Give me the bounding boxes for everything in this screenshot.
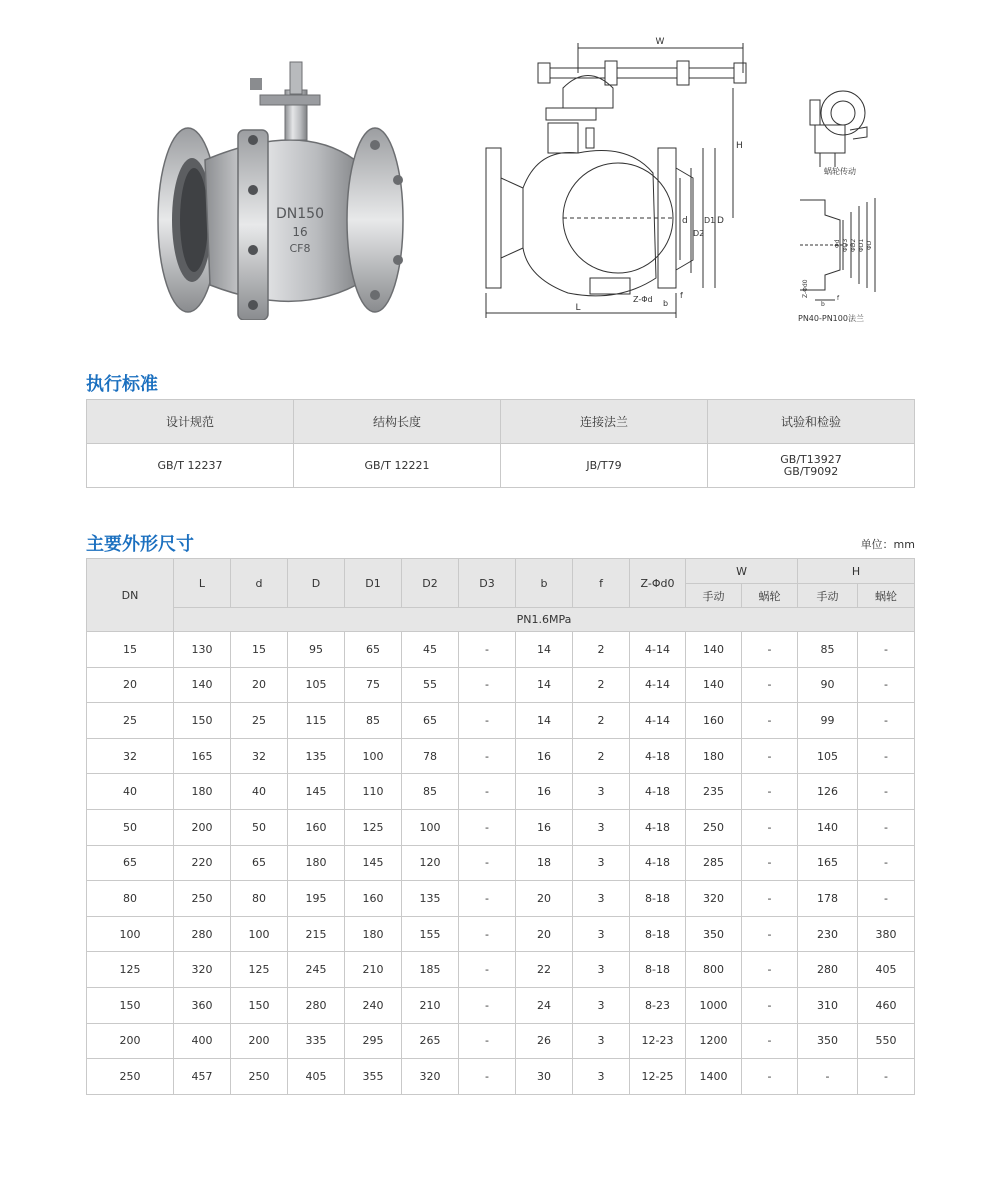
cell-w-worm: - [742,987,798,1023]
cell-d3: - [459,809,516,845]
cell-f: 3 [573,952,630,988]
cell-b: 20 [516,916,573,952]
cell-d: 15 [231,632,288,668]
cell-l: 140 [174,667,231,703]
cell-w-worm: - [742,738,798,774]
cell-z: 4-14 [630,632,686,668]
cell-d2: 120 [402,845,459,881]
cell-d2: 65 [402,703,459,739]
cell-h-worm: 405 [858,952,915,988]
cell-w-worm: - [742,1023,798,1059]
cell-big-d: 405 [288,1059,345,1095]
cell-h-manual: 178 [798,881,858,917]
cell-d3: - [459,1059,516,1095]
cell-b: 14 [516,632,573,668]
cell-h-worm: - [858,703,915,739]
cell-h-worm: - [858,845,915,881]
dimensions-body [87,632,915,1095]
worm-gear-drawing [795,75,885,180]
header-design-code: 设计规范 [87,400,294,444]
header-testing: 试验和检验 [708,400,915,444]
dim-label-d: d [682,216,688,226]
cell-d: 20 [231,667,288,703]
flange-label-d: Φd [834,239,841,248]
table-row [87,845,915,881]
cell-h-worm: - [858,738,915,774]
cell-h-worm: 380 [858,916,915,952]
cell-l: 220 [174,845,231,881]
header-h-manual: 手动 [798,584,858,608]
cell-w-manual: 1200 [686,1023,742,1059]
cell-z: 8-18 [630,952,686,988]
header-b: b [516,559,573,608]
cell-l: 165 [174,738,231,774]
table-row [87,881,915,917]
cell-l: 280 [174,916,231,952]
table-row [87,916,915,952]
cell-d1: 145 [345,845,402,881]
cell-dn: 100 [87,916,174,952]
cell-b: 16 [516,738,573,774]
cell-d: 32 [231,738,288,774]
cell-d: 100 [231,916,288,952]
cell-big-d: 115 [288,703,345,739]
cell-z: 4-18 [630,809,686,845]
cell-w-worm: - [742,774,798,810]
flange-label-d1: ΦD1 [858,238,865,252]
cell-f: 2 [573,703,630,739]
cell-d: 250 [231,1059,288,1095]
cell-dn: 20 [87,667,174,703]
cell-d1: 110 [345,774,402,810]
cell-d3: - [459,774,516,810]
cell-z: 8-18 [630,881,686,917]
cell-w-worm: - [742,1059,798,1095]
cell-l: 180 [174,774,231,810]
flange-label-d3: ΦD3 [842,238,849,252]
cell-z: 12-23 [630,1023,686,1059]
cell-big-d: 335 [288,1023,345,1059]
cell-l: 250 [174,881,231,917]
header-big-d: D [288,559,345,608]
cell-h-manual: 280 [798,952,858,988]
cell-dn: 15 [87,632,174,668]
cell-l: 200 [174,809,231,845]
cell-h-manual: 126 [798,774,858,810]
cell-b: 22 [516,952,573,988]
dim-label-d1: D1 [704,216,716,225]
table-row [87,632,915,668]
cell-d2: 155 [402,916,459,952]
cell-d: 25 [231,703,288,739]
cell-dn: 200 [87,1023,174,1059]
value-connection-flange: JB/T79 [501,444,708,488]
cell-w-worm: - [742,632,798,668]
dimensions-header-row-1 [87,559,915,584]
cell-d3: - [459,987,516,1023]
photo-marking-size: DN150 [276,206,324,222]
cell-w-manual: 320 [686,881,742,917]
cell-w-manual: 160 [686,703,742,739]
cell-d3: - [459,881,516,917]
cell-b: 16 [516,809,573,845]
cell-d2: 135 [402,881,459,917]
cell-dn: 25 [87,703,174,739]
cell-w-worm: - [742,703,798,739]
cell-big-d: 145 [288,774,345,810]
cell-h-manual: 105 [798,738,858,774]
cell-b: 18 [516,845,573,881]
cell-l: 400 [174,1023,231,1059]
cell-l: 320 [174,952,231,988]
cell-f: 3 [573,809,630,845]
cell-w-worm: - [742,952,798,988]
cell-b: 14 [516,667,573,703]
cell-d3: - [459,1023,516,1059]
cell-d1: 180 [345,916,402,952]
cell-b: 14 [516,703,573,739]
header-structure-length: 结构长度 [294,400,501,444]
cell-l: 130 [174,632,231,668]
header-w: W [686,559,798,584]
cell-d3: - [459,952,516,988]
header-dn: DN [87,559,174,632]
cell-big-d: 280 [288,987,345,1023]
header-d2: D2 [402,559,459,608]
cell-d2: 185 [402,952,459,988]
cell-d3: - [459,916,516,952]
header-d: d [231,559,288,608]
cell-d1: 125 [345,809,402,845]
cell-f: 2 [573,738,630,774]
cell-w-worm: - [742,845,798,881]
dim-label-big-d: D [717,216,724,226]
dim-label-z: Z-Φd [633,295,653,304]
dimensions-title: 主要外形尺寸 [86,534,194,555]
cell-w-manual: 800 [686,952,742,988]
cell-h-worm: 460 [858,987,915,1023]
cell-h-manual: 310 [798,987,858,1023]
dimensions-table [86,558,915,1095]
table-row [87,1059,915,1095]
cell-d1: 75 [345,667,402,703]
cell-z: 4-14 [630,703,686,739]
cell-d2: 265 [402,1023,459,1059]
valve-section-drawing [478,28,778,328]
cell-dn: 150 [87,987,174,1023]
cell-z: 4-14 [630,667,686,703]
header-l: L [174,559,231,608]
cell-z: 8-18 [630,916,686,952]
value-structure-length: GB/T 12221 [294,444,501,488]
cell-h-worm: - [858,774,915,810]
cell-z: 4-18 [630,774,686,810]
photo-marking-material: CF8 [289,242,311,255]
cell-h-manual: - [798,1059,858,1095]
cell-d1: 210 [345,952,402,988]
header-f: f [573,559,630,608]
cell-big-d: 160 [288,809,345,845]
cell-d2: 45 [402,632,459,668]
value-testing-1: GB/T13927 [780,452,842,466]
standards-title: 执行标准 [86,374,158,395]
cell-dn: 250 [87,1059,174,1095]
table-row [87,809,915,845]
cell-w-manual: 1400 [686,1059,742,1095]
header-z: Z-Φd0 [630,559,686,608]
cell-big-d: 215 [288,916,345,952]
cell-d: 80 [231,881,288,917]
cell-d2: 55 [402,667,459,703]
cell-h-manual: 99 [798,703,858,739]
cell-h-manual: 140 [798,809,858,845]
header-w-manual: 手动 [686,584,742,608]
flange-label-b: b [821,301,825,308]
cell-w-worm: - [742,881,798,917]
header-d3: D3 [459,559,516,608]
cell-z: 4-18 [630,738,686,774]
table-row [87,952,915,988]
cell-f: 2 [573,632,630,668]
header-pressure: PN1.6MPa [174,608,915,632]
cell-d1: 65 [345,632,402,668]
cell-dn: 50 [87,809,174,845]
cell-d: 200 [231,1023,288,1059]
standards-table [86,399,915,488]
cell-w-worm: - [742,916,798,952]
cell-w-manual: 235 [686,774,742,810]
flange-label-f: f [837,295,840,302]
cell-f: 3 [573,916,630,952]
cell-d: 125 [231,952,288,988]
cell-d2: 320 [402,1059,459,1095]
cell-big-d: 95 [288,632,345,668]
dim-label-h: H [736,141,743,151]
standards-header-row [87,400,915,444]
cell-big-d: 195 [288,881,345,917]
cell-b: 24 [516,987,573,1023]
cell-b: 26 [516,1023,573,1059]
cell-h-worm: 550 [858,1023,915,1059]
table-row [87,738,915,774]
header-d1: D1 [345,559,402,608]
cell-big-d: 245 [288,952,345,988]
table-row [87,987,915,1023]
cell-d: 50 [231,809,288,845]
cell-big-d: 180 [288,845,345,881]
table-row [87,667,915,703]
value-design-code: GB/T 12237 [87,444,294,488]
cell-h-worm: - [858,809,915,845]
cell-d1: 160 [345,881,402,917]
cell-w-manual: 350 [686,916,742,952]
cell-d1: 100 [345,738,402,774]
cell-d3: - [459,703,516,739]
cell-h-worm: - [858,632,915,668]
cell-big-d: 105 [288,667,345,703]
cell-b: 30 [516,1059,573,1095]
cell-dn: 125 [87,952,174,988]
cell-h-worm: - [858,1059,915,1095]
cell-d: 150 [231,987,288,1023]
flange-detail-drawing [795,190,895,310]
cell-b: 20 [516,881,573,917]
flange-caption: PN40-PN100法兰 [798,314,864,323]
header-h: H [798,559,915,584]
cell-f: 3 [573,1023,630,1059]
value-testing-2: GB/T9092 [783,464,839,478]
cell-w-worm: - [742,809,798,845]
cell-z: 12-25 [630,1059,686,1095]
cell-h-manual: 350 [798,1023,858,1059]
cell-d1: 85 [345,703,402,739]
cell-b: 16 [516,774,573,810]
cell-f: 3 [573,987,630,1023]
cell-f: 3 [573,774,630,810]
unit-label: 单位：mm [860,538,915,551]
cell-big-d: 135 [288,738,345,774]
cell-dn: 80 [87,881,174,917]
dim-label-f: f [680,291,683,300]
dim-label-b: b [663,299,669,308]
cell-z: 4-18 [630,845,686,881]
table-row [87,703,915,739]
cell-z: 8-23 [630,987,686,1023]
worm-gear-caption: 蜗轮传动 [824,167,856,176]
cell-w-manual: 180 [686,738,742,774]
cell-h-worm: - [858,881,915,917]
cell-f: 3 [573,1059,630,1095]
cell-d1: 240 [345,987,402,1023]
cell-h-manual: 165 [798,845,858,881]
cell-d2: 100 [402,809,459,845]
cell-w-manual: 140 [686,667,742,703]
dim-label-l: L [575,303,581,313]
cell-d2: 78 [402,738,459,774]
cell-w-manual: 1000 [686,987,742,1023]
dim-label-w: W [655,37,665,47]
cell-d1: 355 [345,1059,402,1095]
cell-l: 150 [174,703,231,739]
photo-marking-pressure: 16 [292,225,308,239]
cell-h-worm: - [858,667,915,703]
cell-d3: - [459,738,516,774]
cell-h-manual: 90 [798,667,858,703]
dimensions-header-row-3 [87,608,915,632]
table-row [87,1023,915,1059]
cell-d: 40 [231,774,288,810]
table-row [87,774,915,810]
flange-label-d2: ΦD2 [850,238,857,252]
cell-l: 457 [174,1059,231,1095]
cell-dn: 65 [87,845,174,881]
cell-f: 3 [573,845,630,881]
cell-d3: - [459,667,516,703]
cell-f: 3 [573,881,630,917]
header-w-worm: 蜗轮 [742,584,798,608]
cell-d3: - [459,632,516,668]
cell-dn: 40 [87,774,174,810]
ball-valve-photo [150,50,410,320]
cell-w-worm: - [742,667,798,703]
cell-d: 65 [231,845,288,881]
dim-label-d2: D2 [693,229,705,238]
cell-dn: 32 [87,738,174,774]
cell-h-manual: 230 [798,916,858,952]
cell-d2: 85 [402,774,459,810]
flange-label-z: Z-Φd0 [802,279,809,298]
standards-value-row [87,444,915,488]
header-h-worm: 蜗轮 [858,584,915,608]
cell-h-manual: 85 [798,632,858,668]
cell-d1: 295 [345,1023,402,1059]
cell-d2: 210 [402,987,459,1023]
cell-w-manual: 285 [686,845,742,881]
cell-d3: - [459,845,516,881]
value-testing [708,444,915,488]
cell-l: 360 [174,987,231,1023]
figures-area [0,0,1000,345]
flange-label-big-d: ΦD [866,240,873,250]
header-connection-flange: 连接法兰 [501,400,708,444]
cell-w-manual: 250 [686,809,742,845]
cell-f: 2 [573,667,630,703]
cell-w-manual: 140 [686,632,742,668]
